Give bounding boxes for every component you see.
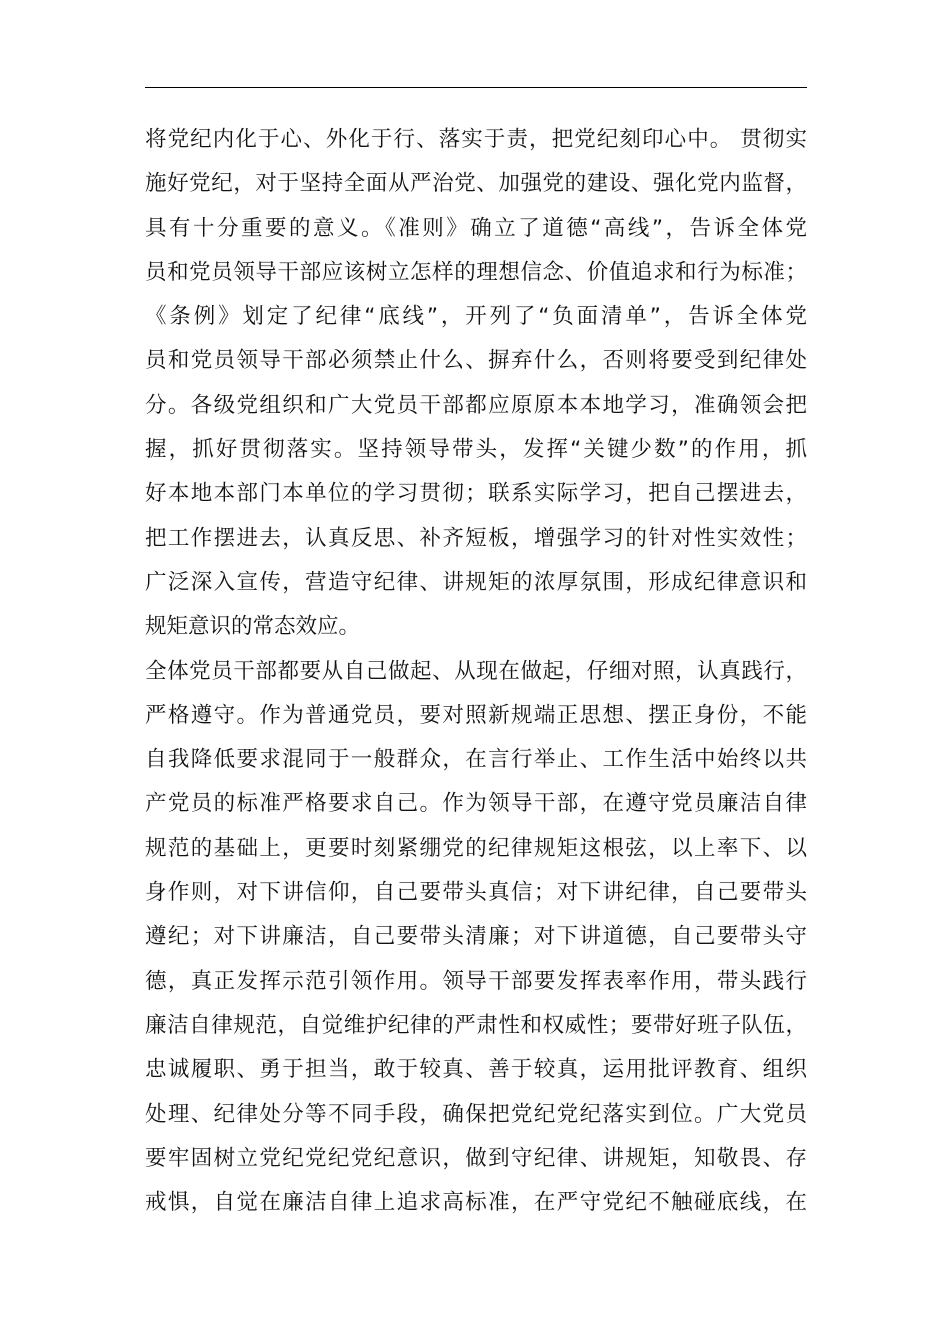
text-line: 要牢固树立党纪党纪党纪意识，做到守纪律、讲规矩，知敬畏、存: [145, 1145, 807, 1171]
text-line: 具有十分重要的意义。《准则》确立了道德“高线”，告诉全体党: [145, 215, 807, 241]
text-line: 忠诚履职、勇于担当，敢于较真、善于较真，运用批评教育、组织: [145, 1057, 807, 1083]
text-line: 将党纪内化于心、外化于行、落实于责，把党纪刻印心中。 贯彻实: [145, 127, 807, 152]
text-line: 规范的基础上，更要时刻紧绷党的纪律规矩这根弦，以上率下、以: [145, 835, 807, 861]
text-line: 规矩意识的常态效应。: [145, 614, 361, 640]
text-line: 员和党员领导干部必须禁止什么、摒弃什么，否则将要受到纪律处: [145, 348, 807, 374]
paragraph-1: [145, 118, 815, 650]
text-line: 身作则，对下讲信仰，自己要带头真信；对下讲纪律，自己要带头: [145, 880, 807, 906]
text-line: 好本地本部门本单位的学习贯彻；联系实际学习，把自己摆进去，: [145, 481, 807, 507]
text-line: 廉洁自律规范，自觉维护纪律的严肃性和权威性；要带好班子队伍，: [145, 1012, 807, 1038]
text-line: 员和党员领导干部应该树立怎样的理想信念、价值追求和行为标准；: [145, 259, 807, 285]
text-line: 广泛深入宣传，营造守纪律、讲规矩的浓厚氛围，形成纪律意识和: [145, 569, 807, 595]
text-line: 分。各级党组织和广大党员干部都应原原本本地学习，准确领会把: [145, 392, 807, 418]
text-line: 把工作摆进去，认真反思、补齐短板，增强学习的针对性实效性；: [145, 525, 807, 551]
header-rule: [145, 87, 807, 88]
paragraph-2: [145, 650, 815, 1226]
text-line: 戒惧，自觉在廉洁自律上追求高标准，在严守党纪不触碰底线，在: [145, 1190, 807, 1216]
text-line: 产党员的标准严格要求自己。作为领导干部，在遵守党员廉洁自律: [145, 791, 807, 817]
document-body: [145, 118, 815, 1225]
text-line: 全体党员干部都要从自己做起、从现在做起，仔细对照，认真践行，: [145, 658, 807, 684]
text-line: 自我降低要求混同于一般群众，在言行举止、工作生活中始终以共: [145, 747, 807, 773]
text-line: 处理、纪律处分等不同手段，确保把党纪党纪落实到位。广大党员: [145, 1101, 807, 1127]
text-line: 严格遵守。作为普通党员，要对照新规端正思想、摆正身份，不能: [145, 702, 807, 728]
text-line: 德，真正发挥示范引领作用。领导干部要发挥表率作用，带头践行: [145, 968, 807, 994]
text-line: 《条例》划定了纪律“底线”，开列了“负面清单”，告诉全体党: [145, 304, 807, 330]
text-line: 施好党纪，对于坚持全面从严治党、加强党的建设、强化党内监督，: [145, 171, 807, 197]
text-line: 握，抓好贯彻落实。坚持领导带头，发挥“关键少数”的作用，抓: [145, 437, 807, 463]
text-line: 遵纪；对下讲廉洁，自己要带头清廉；对下讲道德，自己要带头守: [145, 924, 807, 950]
